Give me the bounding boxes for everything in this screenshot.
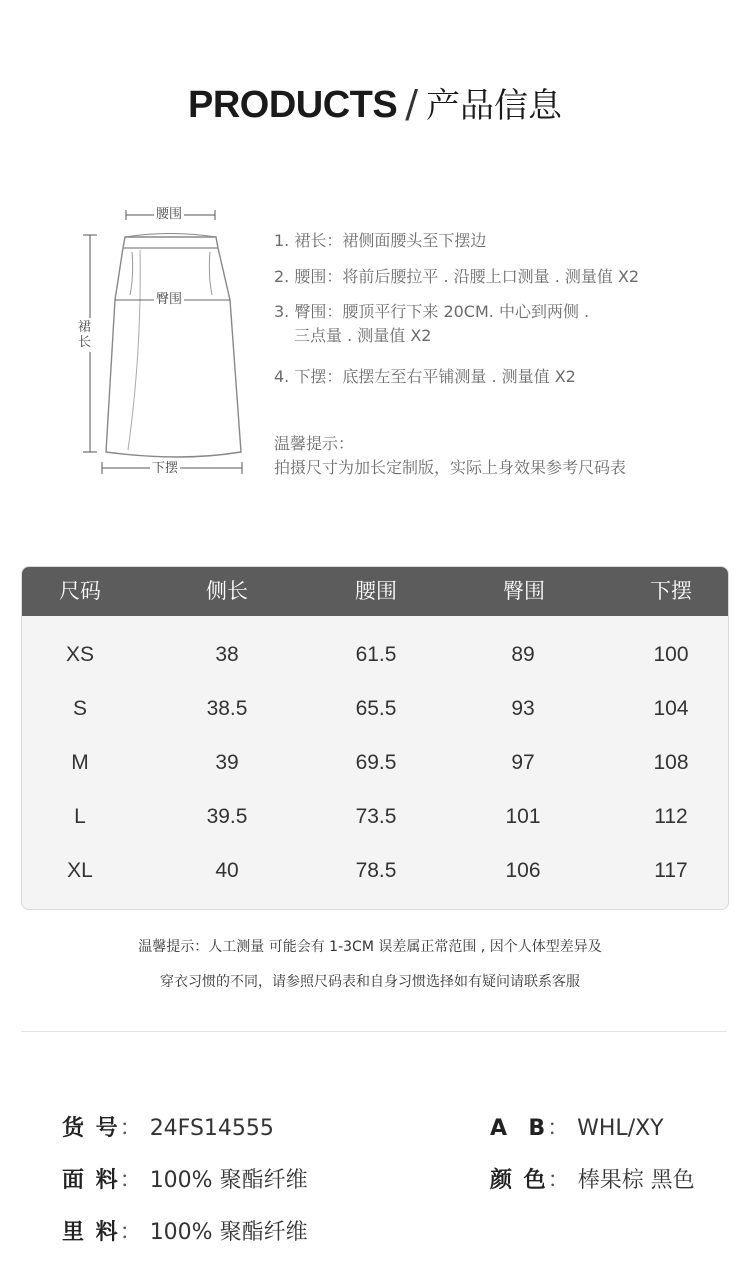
table-row — [22, 628, 728, 682]
note-hem: 4. 下摆：底摆左至右平铺测量 . 测量值 X2 — [274, 367, 576, 386]
table-row — [22, 790, 728, 844]
color-label: 颜 色 — [490, 1168, 548, 1193]
item-number: 货 号： 24FS14555 — [62, 1116, 274, 1141]
cell-hem: 117 — [654, 859, 688, 882]
cell-side-length: 38 — [215, 643, 239, 666]
note-hip-line1: 3. 臀围：腰顶平行下来 20CM. 中心到两侧 . — [274, 302, 590, 321]
reminder-title: 温馨提示： — [274, 434, 355, 453]
ab-label: A B — [490, 1116, 548, 1141]
note-hip-line2: 三点量 . 测量值 X2 — [294, 326, 432, 345]
lining-value: 100% 聚酯纤维 — [149, 1220, 308, 1245]
cell-hip: 97 — [511, 751, 535, 774]
cell-side-length: 39 — [215, 751, 239, 774]
cell-hip: 93 — [511, 697, 535, 720]
cell-side-length: 39.5 — [206, 805, 248, 828]
cell-hem: 104 — [653, 697, 689, 720]
cell-waist: 73.5 — [355, 805, 397, 828]
header-size: 尺码 — [59, 579, 101, 603]
header-side-length: 侧长 — [206, 579, 248, 603]
skirt-outline-icon — [70, 200, 250, 490]
cell-side-length: 40 — [215, 859, 239, 882]
cell-hip: 106 — [505, 859, 541, 882]
note-waist: 2. 腰围：将前后腰拉平 . 沿腰上口测量 . 测量值 X2 — [274, 267, 640, 286]
diagram-hip-label: 臀围 — [156, 292, 183, 307]
size-table — [21, 566, 729, 910]
cell-waist: 78.5 — [355, 859, 397, 882]
measurement-tip-line1: 温馨提示：人工测量 可能会有 1-3CM 误差属正常范围 , 因个人体型差异及 — [138, 939, 602, 955]
cell-hip: 101 — [505, 805, 541, 828]
fabric-label: 面 料 — [62, 1168, 120, 1193]
section-divider — [21, 1031, 727, 1032]
note-length: 1. 裙长：裙侧面腰头至下摆边 — [274, 231, 487, 250]
cell-size: XL — [67, 859, 93, 882]
item-number-label: 货 号 — [62, 1116, 120, 1141]
title-cn: 产品信息 — [426, 86, 563, 126]
cell-size: M — [71, 751, 89, 774]
header-hip: 臀围 — [503, 579, 545, 603]
measurement-tip-line2: 穿衣习惯的不同，请参照尺码表和自身习惯选择如有疑问请联系客服 — [160, 974, 580, 990]
cell-hem: 108 — [653, 751, 689, 774]
skirt-measurement-diagram — [70, 200, 250, 490]
cell-waist: 69.5 — [355, 751, 397, 774]
color: 颜 色： 棒果棕 黑色 — [490, 1168, 695, 1193]
table-row — [22, 736, 728, 790]
cell-waist: 65.5 — [355, 697, 397, 720]
note-hip — [274, 300, 589, 348]
reminder-text: 拍摄尺寸为加长定制版，实际上身效果参考尺码表 — [274, 458, 627, 477]
lining-label: 里 料 — [62, 1220, 120, 1245]
fabric: 面 料： 100% 聚酯纤维 — [62, 1168, 308, 1193]
cell-hem: 112 — [654, 805, 688, 828]
title-en: PRODUCTS — [187, 84, 398, 126]
diagram-length-label: 裙长 — [78, 320, 92, 350]
ab-value: WHL/XY — [577, 1116, 664, 1141]
diagram-hem-label: 下摆 — [152, 461, 179, 476]
cell-hem: 100 — [653, 643, 689, 666]
cell-side-length: 38.5 — [206, 697, 248, 720]
lining: 里 料： 100% 聚酯纤维 — [62, 1220, 308, 1245]
cell-size: S — [72, 697, 87, 720]
fabric-value: 100% 聚酯纤维 — [149, 1168, 308, 1193]
table-row — [22, 682, 728, 736]
table-row — [22, 844, 728, 898]
size-table-header — [22, 567, 728, 616]
cell-size: L — [74, 805, 86, 828]
color-value: 棒果棕 黑色 — [577, 1168, 695, 1193]
cell-size: XS — [65, 643, 94, 666]
cell-hip: 89 — [511, 643, 535, 666]
page-title — [0, 78, 750, 127]
ab-grade: A B： WHL/XY — [490, 1116, 664, 1141]
item-number-value: 24FS14555 — [149, 1116, 274, 1141]
header-hem: 下摆 — [650, 579, 692, 603]
diagram-waist-label: 腰围 — [156, 207, 183, 222]
title-separator: / — [405, 82, 419, 126]
header-waist: 腰围 — [355, 579, 397, 603]
cell-waist: 61.5 — [355, 643, 397, 666]
